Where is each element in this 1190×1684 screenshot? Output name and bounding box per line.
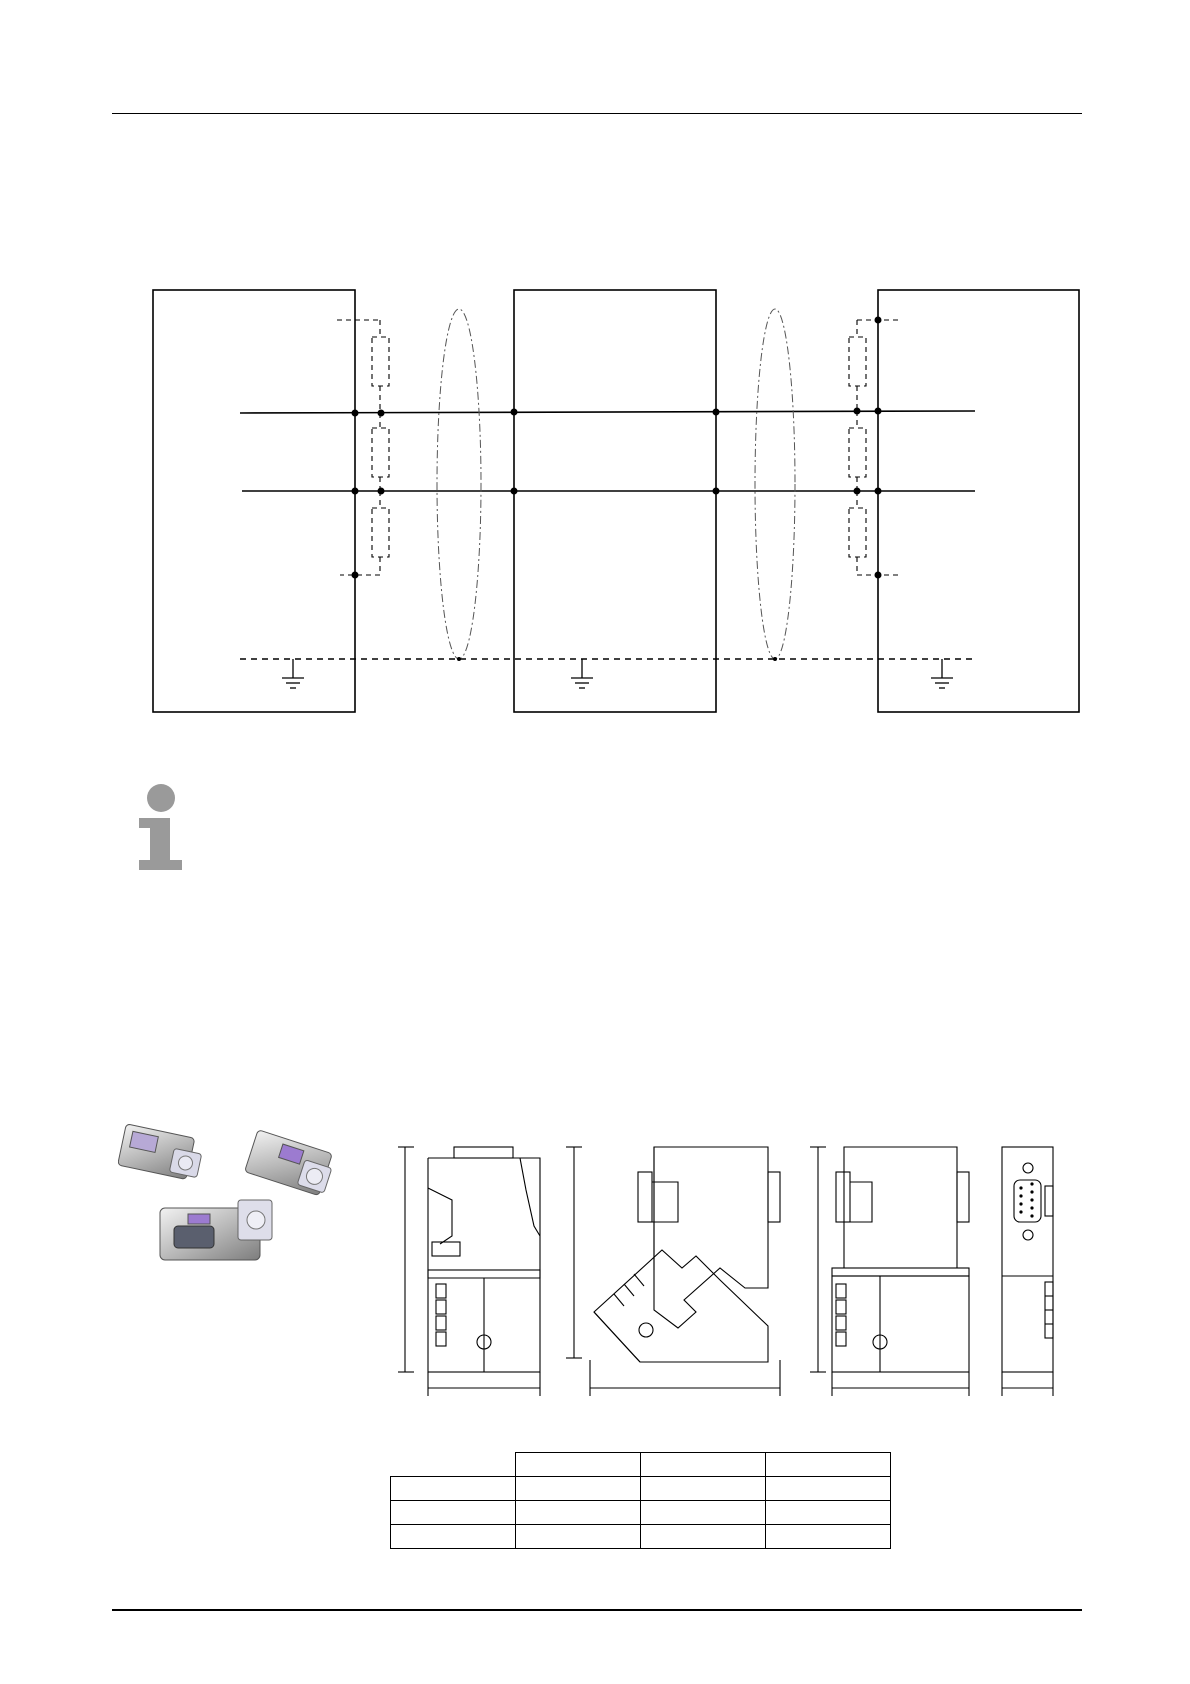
table-cell: [516, 1501, 641, 1525]
table-cell: [766, 1477, 891, 1501]
right-device-box: [878, 290, 1079, 712]
table-cell: [766, 1525, 891, 1549]
cable-shield-right: [755, 309, 795, 659]
table-cell: [641, 1477, 766, 1501]
side-view: [810, 1147, 969, 1396]
bus-wiring-diagram: [0, 0, 1190, 760]
table-cell: [391, 1477, 516, 1501]
table-header-cell: [516, 1453, 641, 1477]
table-cell: [391, 1501, 516, 1525]
info-icon: [136, 784, 186, 870]
ground-symbols: [282, 659, 953, 688]
table-cell: [641, 1525, 766, 1549]
table-cell: [391, 1453, 516, 1477]
table-header-cell: [766, 1453, 891, 1477]
table-cell: [516, 1525, 641, 1549]
front-view: [398, 1147, 540, 1396]
table-row: [391, 1477, 891, 1501]
footer-rule: [112, 1609, 1082, 1611]
table-cell: [516, 1477, 641, 1501]
plug-view: [1002, 1147, 1053, 1396]
dimension-table: [390, 1452, 891, 1549]
table-cell: [391, 1525, 516, 1549]
angled-view: [566, 1147, 780, 1396]
table-row: [391, 1525, 891, 1549]
table-cell: [641, 1501, 766, 1525]
table-cell: [766, 1501, 891, 1525]
bus-line-a: [240, 411, 975, 413]
cable-shield-left: [437, 309, 481, 659]
table-header-cell: [641, 1453, 766, 1477]
table-row: [391, 1453, 891, 1477]
left-device-box: [153, 290, 355, 712]
table-row: [391, 1501, 891, 1525]
profibus-connector-photo: [118, 1108, 368, 1278]
middle-device-box: [514, 290, 716, 712]
